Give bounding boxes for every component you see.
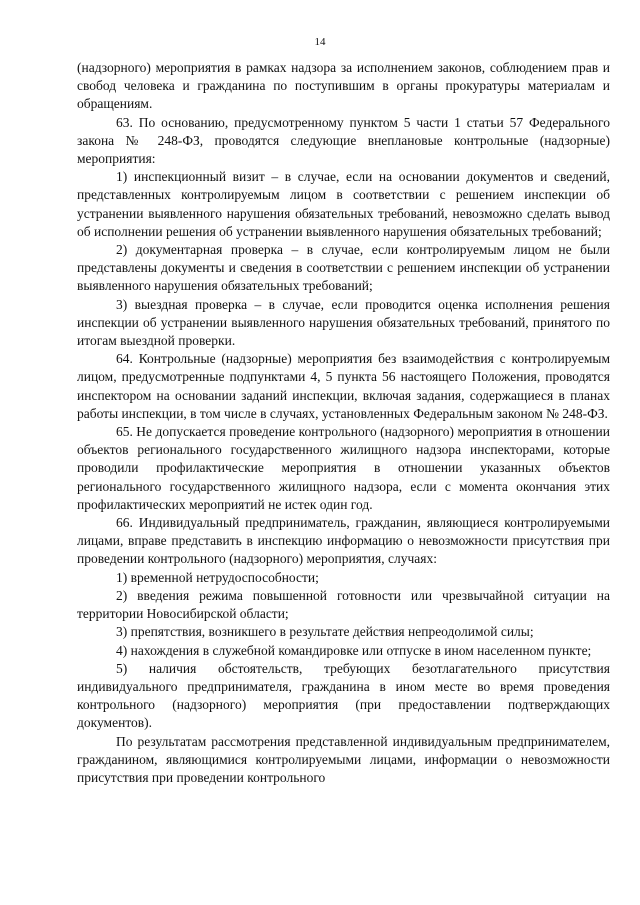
document-body — [77, 59, 610, 787]
paragraph-66: 66. Индивидуальный предприниматель, гражданин, являющиеся контролируемыми лицами, вправе представить в инспекцию информацию о невозможности присутствия при проведении контрольного (надзорного) мероприятия, случаях: — [77, 515, 610, 567]
paragraph-66-item-2: 2) введения режима повышенной готовности или чрезвычайной ситуации на территории Новосибирской области; — [77, 587, 610, 622]
paragraph-63-item-1: 1) инспекционный визит – в случае, если на основании документов и сведений, представленных контролируемым лицом в соответствии с решением инспекции об устранении выявленного нарушения обязательных требований, невозможно сделать вывод об исполнении решения об устранении выявленного нарушения обязательных требований; — [77, 169, 610, 239]
paragraph-64: 64. Контрольные (надзорные) мероприятия без взаимодействия с контролируемым лицом, предусмотренные подпунктами 4, 5 пункта 56 настоящего Положения, проводятся инспектором на основании заданий инспекции, включая задания, содержащиеся в планах работы инспекции, в том числе в случаях, установленных Федеральным законом № 248-ФЗ. — [77, 351, 610, 421]
paragraph-63: 63. По основанию, предусмотренному пунктом 5 части 1 статьи 57 Федерального закона № 248-ФЗ, проводятся следующие внеплановые контрольные (надзорные) мероприятия: — [77, 114, 610, 167]
page-number: 14 — [314, 36, 326, 48]
paragraph-66-item-4: 4) нахождения в служебной командировке или отпуске в ином населенном пункте; — [116, 642, 592, 658]
paragraph-65: 65. Не допускается проведение контрольного (надзорного) мероприятия в отношении объектов регионального государственного жилищного надзора инспекторами, которые проводили профилактические мероприятия в отношении указанных объектов регионального государственного жилищного надзора, если с момента окончания этих профилактических мероприятий не истек один год. — [77, 424, 610, 512]
paragraph-63-item-2: 2) документарная проверка – в случае, если контролируемым лицом не были представлены документы и сведения в соответствии с решением инспекции об устранении выявленного нарушения обязательных требований; — [77, 242, 610, 294]
paragraph-66-item-1: 1) временной нетрудоспособности; — [116, 569, 319, 585]
paragraph-66-item-3: 3) препятствия, возникшего в результате действия непреодолимой силы; — [116, 624, 534, 640]
paragraph-results: По результатам рассмотрения представленной индивидуальным предпринимателем, гражданином, являющимися контролируемыми лицами, информации о невозможности присутствия при проведении контрольного — [77, 733, 610, 785]
paragraph-continuation: (надзорного) мероприятия в рамках надзора за исполнением законов, соблюдением прав и свобод человека и гражданина по поступившим в органы прокуратуры материалам и обращениям. — [77, 60, 610, 112]
paragraph-63-item-3: 3) выездная проверка – в случае, если проводится оценка исполнения решения инспекции об устранении выявленного нарушения обязательных требований, принятого по итогам выездной проверки. — [77, 296, 610, 349]
paragraph-66-item-5: 5) наличия обстоятельств, требующих безотлагательного присутствия индивидуального предпринимателя, гражданина в ином месте во время проведения контрольного (надзорного) мероприятия (при предоставлении подтверждающих документов). — [77, 660, 610, 731]
